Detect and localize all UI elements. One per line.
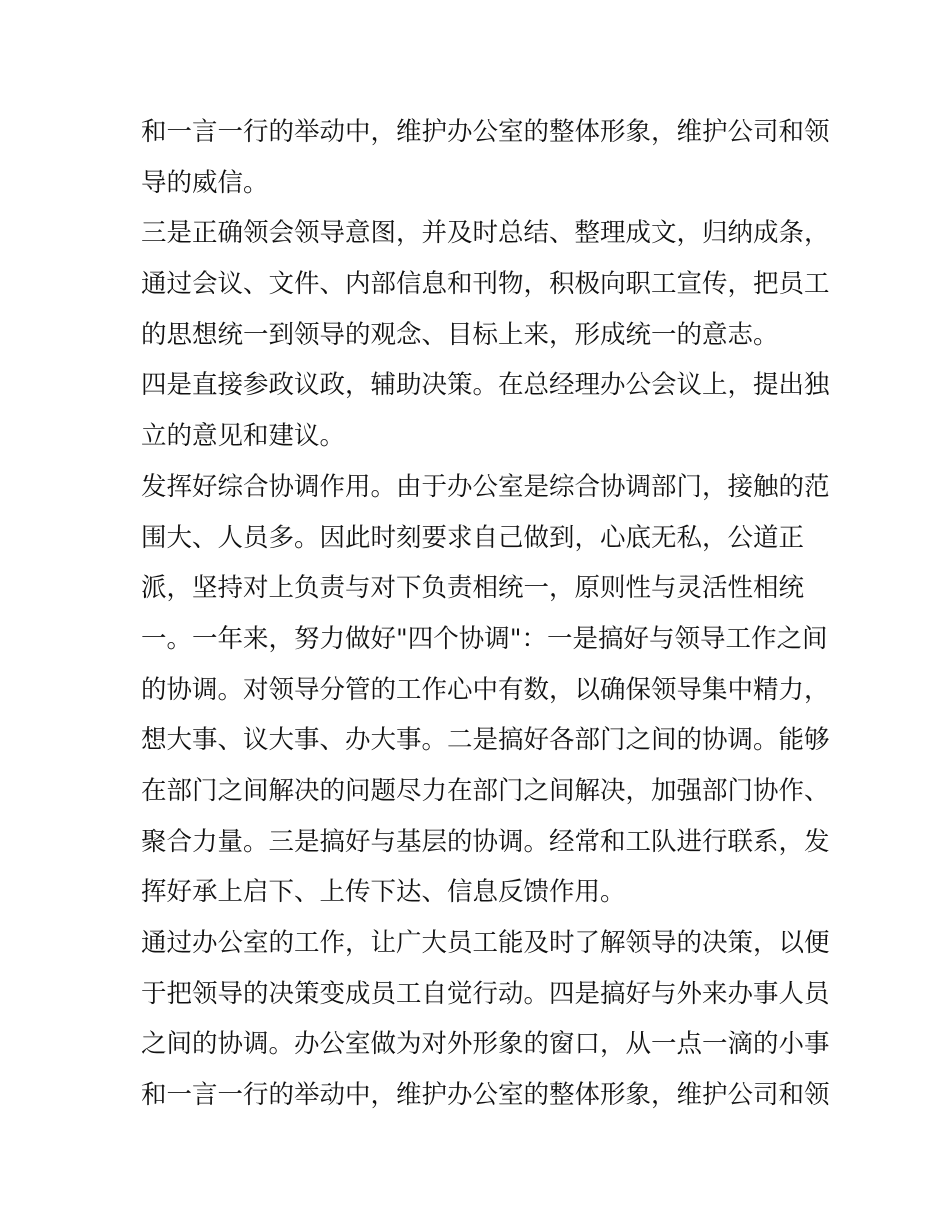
document-body: [141, 107, 830, 1121]
text-line: 发挥好综合协调作用。由于办公室是综合协调部门，接触的范: [141, 471, 830, 502]
text-line: 四是直接参政议政，辅助决策。在总经理办公会议上，提出独: [141, 370, 830, 401]
text-line: 的协调。对领导分管的工作心中有数，以确保领导集中精力，: [141, 674, 830, 705]
text-line: 想大事、议大事、办大事。二是搞好各部门之间的协调。能够: [141, 725, 830, 756]
text-line: 围大、人员多。因此时刻要求自己做到，心底无私，公道正: [141, 522, 805, 553]
text-line: 一。一年来，努力做好"四个协调"：一是搞好与领导工作之间: [141, 623, 828, 654]
text-line: 聚合力量。三是搞好与基层的协调。经常和工队进行联系，发: [141, 826, 830, 857]
text-line: 挥好承上启下、上传下达、信息反馈作用。: [141, 877, 626, 908]
text-line: 导的威信。: [141, 167, 269, 198]
text-line: 的思想统一到领导的观念、目标上来，形成统一的意志。: [141, 319, 779, 350]
text-line: 立的意见和建议。: [141, 421, 346, 452]
text-line: 派，坚持对上负责与对下负责相统一，原则性与灵活性相统: [141, 573, 805, 604]
text-line: 和一言一行的举动中，维护办公室的整体形象，维护公司和领: [141, 117, 830, 147]
text-line: 通过办公室的工作，让广大员工能及时了解领导的决策，以便: [141, 928, 830, 958]
text-line: 通过会议、文件、内部信息和刊物，积极向职工宣传，把员工: [141, 269, 830, 300]
text-line: 三是正确领会领导意图，并及时总结、整理成文，归纳成条，: [141, 218, 830, 249]
text-line: 和一言一行的举动中，维护办公室的整体形象，维护公司和领: [141, 1080, 830, 1111]
text-line: 于把领导的决策变成员工自觉行动。四是搞好与外来办事人员: [141, 978, 830, 1009]
text-line: 在部门之间解决的问题尽力在部门之间解决，加强部门协作、: [141, 775, 830, 806]
text-line: 之间的协调。办公室做为对外形象的窗口，从一点一滴的小事: [141, 1029, 830, 1060]
